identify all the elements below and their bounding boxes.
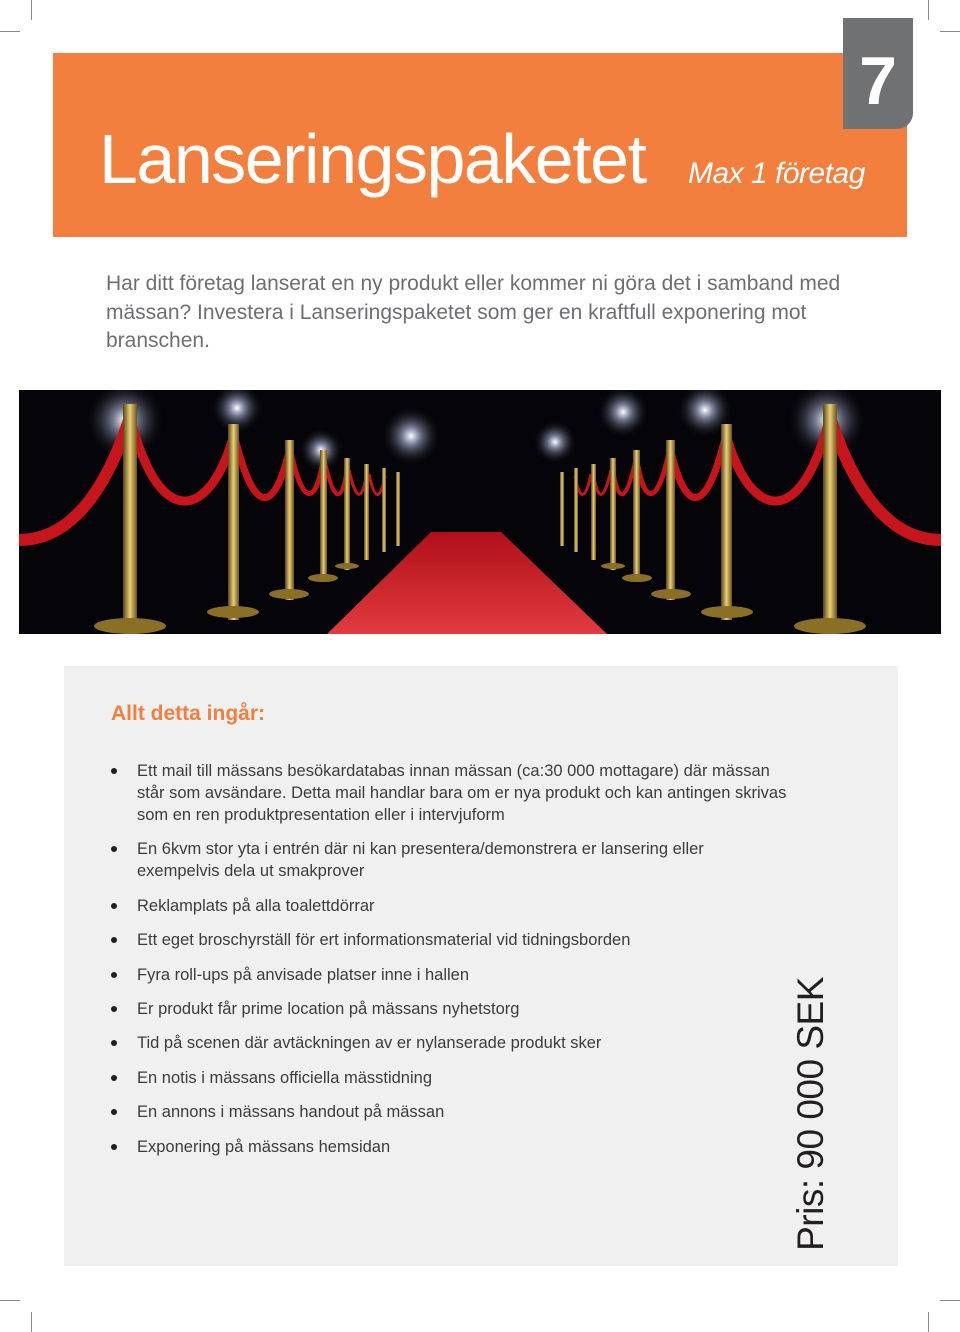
gold-post-base [308, 574, 338, 582]
list-item-text: Exponering på mässans hemsidan [137, 1137, 391, 1156]
list-item-text: Fyra roll-ups på anvisade platser inne i hallen [137, 965, 470, 984]
bullet-icon [111, 903, 117, 909]
list-item [109, 1101, 789, 1123]
gold-post [344, 458, 350, 570]
list-item-text: Reklamplats på alla toalettdörrar [137, 896, 375, 915]
bullet-icon [111, 846, 117, 852]
list-item [109, 1067, 789, 1089]
list-item-text: Ett eget broschyrställ för ert informationsmaterial vid tidningsborden [137, 931, 631, 950]
bullet-icon [111, 1144, 117, 1150]
gold-post [123, 404, 137, 634]
list-item-text: Er produkt får prime location på mässans nyhetstorg [137, 999, 520, 1018]
feature-list [109, 760, 789, 1170]
red-carpet-illustration [19, 390, 941, 634]
bullet-icon [111, 1006, 117, 1012]
gold-post [560, 472, 564, 546]
bullet-icon [111, 937, 117, 943]
list-item-text: Tid på scenen där avtäckningen av er nylanserade produkt sker [137, 1034, 602, 1053]
page-number: 7 [859, 43, 897, 119]
page-number-tab [843, 18, 913, 129]
bullet-icon [111, 1075, 117, 1081]
gold-post-base [794, 618, 866, 634]
bullet-icon [111, 768, 117, 774]
gold-post-base [601, 563, 625, 569]
gold-post-base [207, 606, 259, 618]
list-item [109, 1136, 789, 1158]
gold-post-base [622, 574, 652, 582]
included-heading: Allt detta ingår: [111, 702, 266, 725]
crop-mark [31, 0, 32, 20]
intro-paragraph: Har ditt företag lanserat en ny produkt eller kommer ni göra det i samband med mässan? Investera i Lanseringspaketet som ger en kraftfull exponering mot branschen. [106, 272, 841, 352]
bullet-icon [111, 1040, 117, 1046]
list-item [109, 895, 789, 917]
gold-post [666, 440, 675, 600]
page-title: Lanseringspaketet [99, 120, 646, 198]
crop-mark [31, 1312, 32, 1332]
gold-post-base [651, 589, 691, 599]
gold-post [823, 404, 837, 634]
flash-light [533, 420, 577, 464]
crop-mark [0, 1300, 20, 1301]
gold-post [591, 464, 596, 560]
gold-post [396, 472, 400, 546]
list-item-text: En annons i mässans handout på mässan [137, 1103, 445, 1122]
list-item [109, 964, 789, 986]
gold-post-base [701, 606, 753, 618]
list-item-text: En 6kvm stor yta i entrén där ni kan presentera/demonstrera er lansering eller exempelvis dela ut smakprover [137, 840, 704, 881]
gold-post [610, 458, 616, 570]
bullet-icon [111, 1109, 117, 1115]
gold-post [285, 440, 294, 600]
gold-post [382, 468, 386, 552]
crop-mark [0, 31, 20, 32]
list-item [109, 929, 789, 951]
list-item [109, 1032, 789, 1054]
list-item [109, 998, 789, 1020]
gold-post [574, 468, 578, 552]
crop-mark [928, 0, 929, 20]
gold-post [364, 464, 369, 560]
gold-post [228, 424, 239, 620]
header-banner [53, 53, 907, 237]
crop-mark [928, 1312, 929, 1332]
crop-mark [940, 1300, 960, 1301]
bullet-icon [111, 972, 117, 978]
gold-post [320, 450, 327, 582]
gold-post [633, 450, 640, 582]
price-label: Pris: 90 000 SEK [790, 977, 831, 1251]
crop-mark [940, 31, 960, 32]
gold-post [721, 424, 732, 620]
list-item-text: En notis i mässans officiella mässtidning [137, 1068, 433, 1087]
page-subtitle: Max 1 företag [688, 157, 865, 190]
included-panel [64, 666, 898, 1266]
list-item-text: Ett mail till mässans besökardatabas innan mässan (ca:30 000 mottagare) där mässan står som avsändare. Detta mail handlar bara om er nya produkt och kan antingen skrivas som en ren produktpresentation eller i intervjuform [137, 762, 787, 824]
red-carpet-photo [19, 390, 941, 634]
list-item [109, 838, 789, 882]
gold-post-base [94, 618, 166, 634]
gold-post-base [269, 589, 309, 599]
list-item [109, 760, 789, 826]
flash-light [381, 406, 441, 466]
gold-post-base [335, 563, 359, 569]
